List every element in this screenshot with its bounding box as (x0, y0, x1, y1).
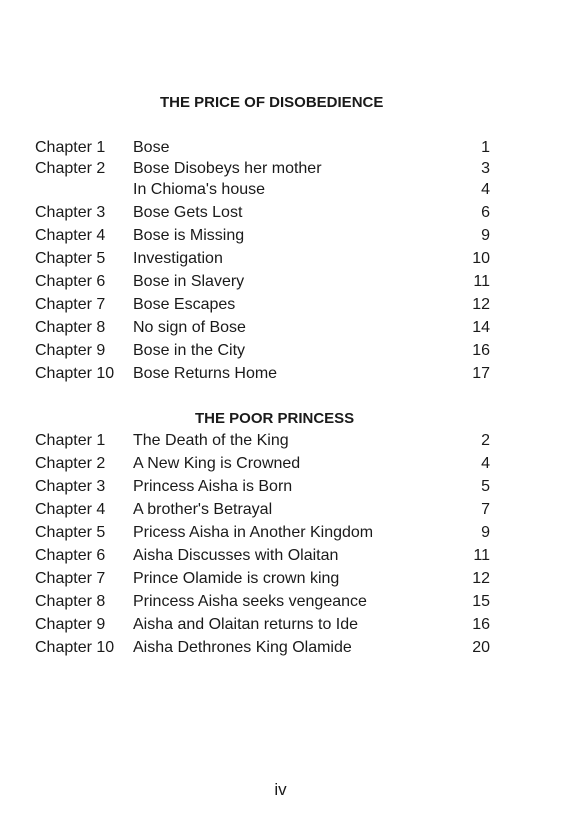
toc-row (35, 523, 490, 546)
chapter-label: Chapter 7 (35, 296, 106, 313)
chapter-title: Bose is Missing (133, 227, 245, 244)
chapter-label: Chapter 1 (35, 139, 106, 156)
chapter-title: A brother's Betrayal (133, 501, 273, 518)
page-number: 12 (472, 570, 490, 587)
chapter-label: Chapter 5 (35, 250, 106, 267)
chapter-label: Chapter 4 (35, 227, 106, 244)
page-number: 11 (473, 273, 490, 290)
chapter-label: Chapter 10 (35, 639, 115, 656)
chapter-title: Princess Aisha seeks vengeance (133, 593, 367, 610)
toc-row (35, 364, 490, 387)
toc-row (35, 180, 490, 203)
chapter-title: Bose in the City (133, 342, 246, 359)
toc-row (35, 272, 490, 295)
chapter-title: Bose Returns Home (133, 365, 278, 382)
chapter-title: Princess Aisha is Born (133, 478, 293, 495)
toc-row (35, 318, 490, 341)
chapter-label: Chapter 10 (35, 365, 115, 382)
section-heading: THE PRICE OF DISOBEDIENCE (160, 94, 384, 111)
page-number: 16 (472, 616, 490, 633)
toc-row (35, 431, 490, 454)
chapter-label: Chapter 2 (35, 455, 106, 472)
toc-row (35, 159, 490, 180)
page-number: 9 (481, 524, 490, 541)
toc-row (35, 203, 490, 226)
toc-list (35, 138, 490, 387)
chapter-title: Prince Olamide is crown king (133, 570, 340, 587)
chapter-label: Chapter 4 (35, 501, 106, 518)
page-number: 20 (472, 639, 490, 656)
chapter-title: Bose Escapes (133, 296, 236, 313)
chapter-label: Chapter 3 (35, 478, 106, 495)
chapter-label: Chapter 9 (35, 342, 106, 359)
toc-row (35, 615, 490, 638)
toc-row (35, 638, 490, 661)
toc-row (35, 226, 490, 249)
section-heading: THE POOR PRINCESS (195, 410, 355, 427)
toc-row (35, 569, 490, 592)
page-number: 4 (481, 181, 490, 198)
chapter-label: Chapter 1 (35, 432, 106, 449)
chapter-title: Aisha Discusses with Olaitan (133, 547, 339, 564)
toc-row (35, 138, 490, 159)
chapter-title: Bose Disobeys her mother (133, 160, 322, 177)
page-number: 7 (481, 501, 490, 518)
chapter-title: In Chioma's house (133, 181, 266, 198)
chapter-title: A New King is Crowned (133, 455, 301, 472)
toc-row (35, 546, 490, 569)
chapter-title: Investigation (133, 250, 223, 267)
chapter-label: Chapter 2 (35, 160, 106, 177)
chapter-label: Chapter 6 (35, 273, 106, 290)
chapter-label: Chapter 6 (35, 547, 106, 564)
chapter-label: Chapter 3 (35, 204, 106, 221)
chapter-title: Bose in Slavery (133, 273, 245, 290)
chapter-label: Chapter 8 (35, 593, 106, 610)
page-number: 11 (473, 547, 490, 564)
page-number: 1 (481, 139, 490, 156)
toc-row (35, 341, 490, 364)
chapter-title: Bose Gets Lost (133, 204, 243, 221)
toc-row (35, 295, 490, 318)
chapter-label: Chapter 9 (35, 616, 106, 633)
page-number: 3 (481, 160, 490, 177)
page-number: 14 (472, 319, 490, 336)
page-number: 16 (472, 342, 490, 359)
page-number: 9 (481, 227, 490, 244)
chapter-label: Chapter 7 (35, 570, 106, 587)
toc-list (35, 431, 490, 661)
page-number: 17 (472, 365, 490, 382)
toc-row (35, 249, 490, 272)
toc-row (35, 592, 490, 615)
chapter-title: Aisha Dethrones King Olamide (133, 639, 352, 656)
chapter-label: Chapter 5 (35, 524, 106, 541)
chapter-title: Aisha and Olaitan returns to Ide (133, 616, 359, 633)
toc-row (35, 454, 490, 477)
toc-row (35, 500, 490, 523)
page-number: 6 (481, 204, 490, 221)
toc-row (35, 477, 490, 500)
page-number: 4 (481, 455, 490, 472)
chapter-title: Bose (133, 139, 170, 156)
page-folio: iv (274, 780, 287, 799)
page-number: 15 (472, 593, 490, 610)
page-number: 5 (481, 478, 490, 495)
chapter-label: Chapter 8 (35, 319, 106, 336)
chapter-title: Pricess Aisha in Another Kingdom (133, 524, 374, 541)
chapter-title: No sign of Bose (133, 319, 246, 336)
page-number: 10 (472, 250, 490, 267)
page-number: 2 (481, 432, 490, 449)
chapter-title: The Death of the King (133, 432, 289, 449)
page-number: 12 (472, 296, 490, 313)
